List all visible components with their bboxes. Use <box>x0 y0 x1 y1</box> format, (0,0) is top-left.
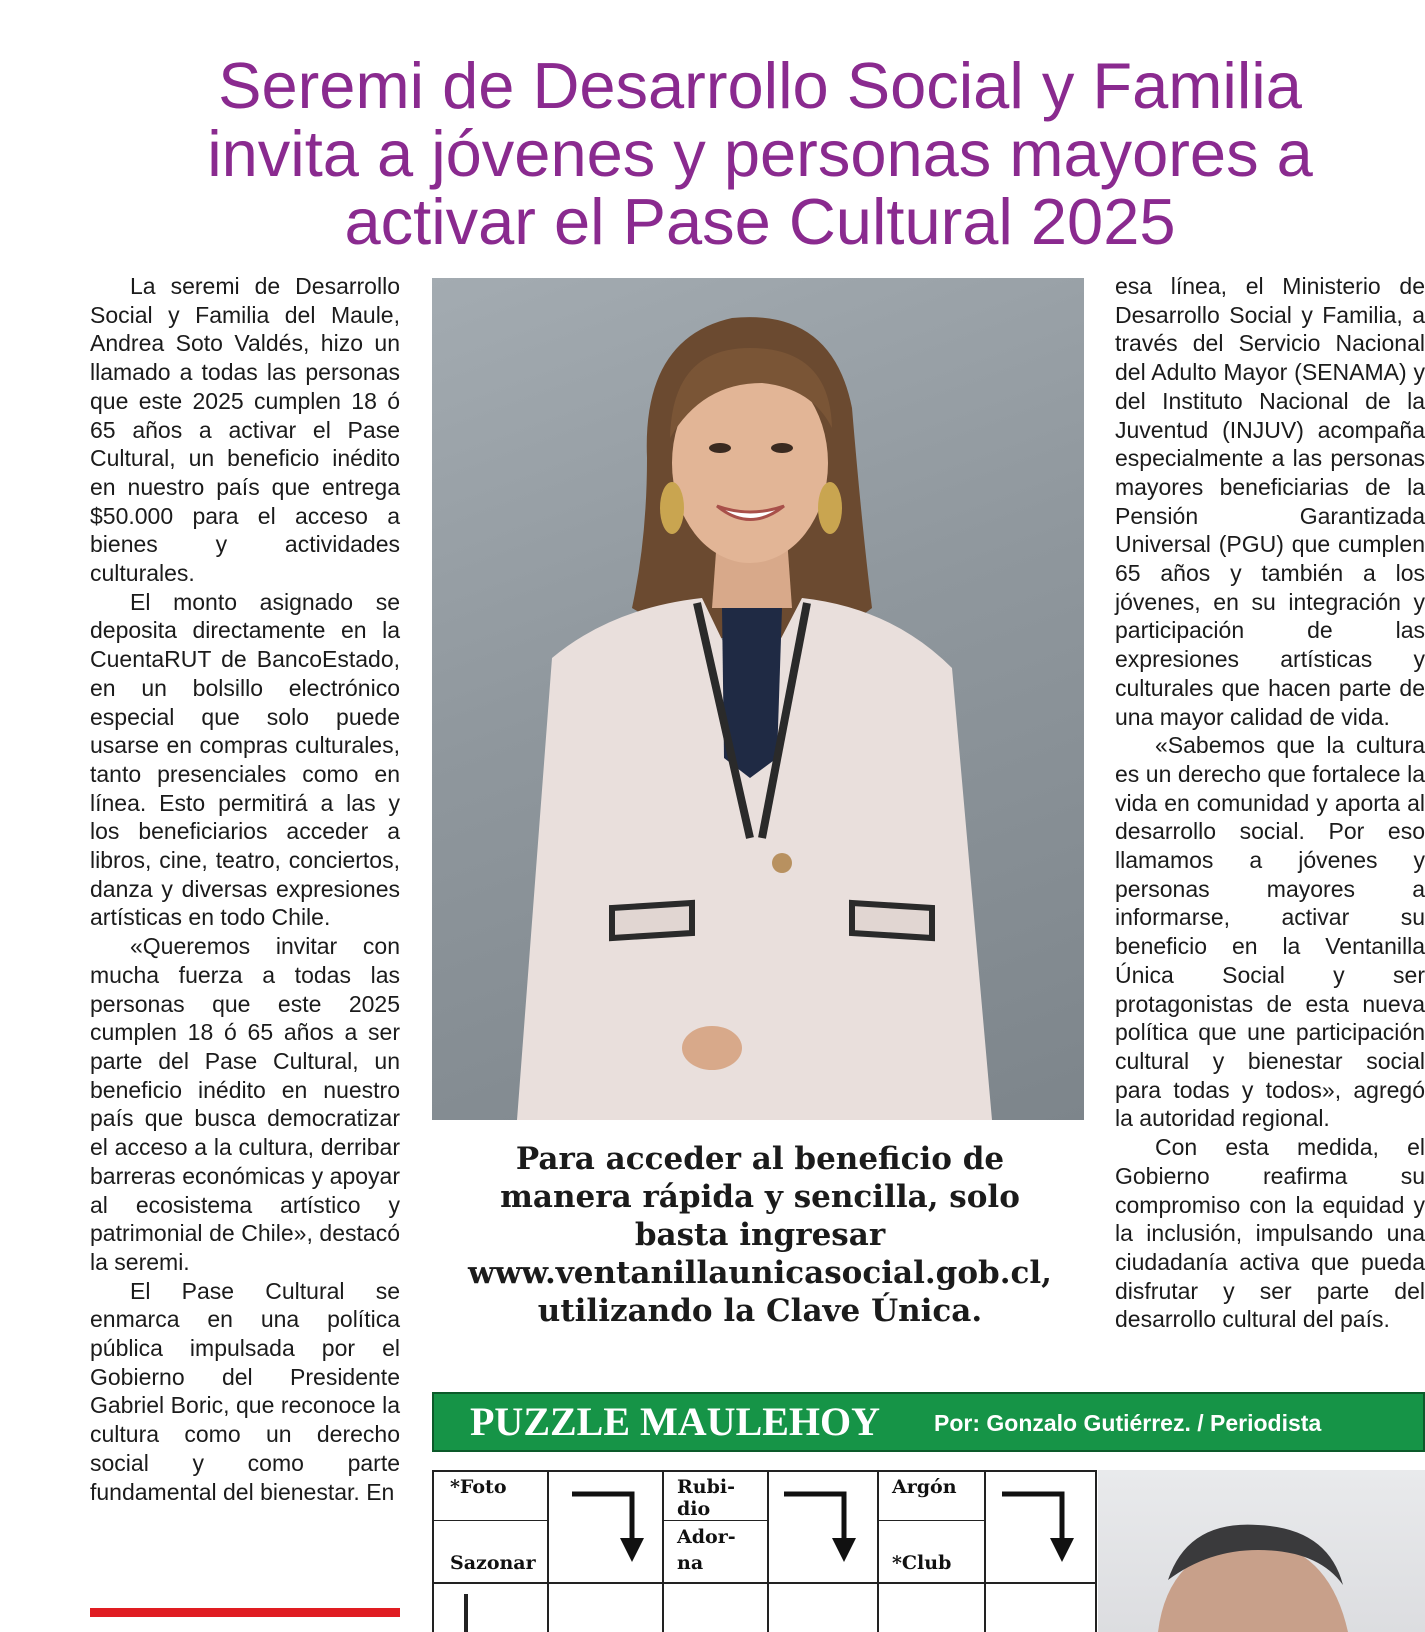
puzzle-author: Por: Gonzalo Gutiérrez. / Periodista <box>934 1410 1322 1436</box>
paragraph: El monto asignado se deposita directamente en la CuentaRUT de BancoEstado, en un bolsillo electrónico especial que solo puede usarse en compras culturales, tanto presenciales como en línea. Esto permitirá a las y los beneficiarios acceder a libros, cine, teatro, conciertos, danza y diversas expresiones artísticas en todo Chile. <box>90 588 400 931</box>
headline-line: activar el Pase Cultural 2025 <box>344 185 1176 258</box>
portrait-photo <box>432 278 1084 1120</box>
puzzle-title: PUZZLE MAULEHOY <box>470 1399 881 1444</box>
caption-url: www.ventanillaunicasocial.gob.cl, <box>468 1255 1052 1291</box>
photo-caption <box>430 1140 1090 1330</box>
arrow-down-icon <box>1002 1490 1082 1570</box>
clue-rubidio-2: dio <box>677 1498 711 1520</box>
paragraph: esa línea, el Ministerio de Desarrollo Social y Familia, a través del Servicio Nacional del Adulto Mayor (SENAMA) y del Instituto Nacional de la Juventud (INJUV) acompaña especialmente a las personas mayores beneficiarias de la Pensión Garantizada Universal (PGU) que cumplen 65 años y también a los jóvenes, en su integración y participación de las expresiones artísticas y culturales que hacen parte de una mayor calidad de vida. <box>1115 273 1425 730</box>
headline-line: invita a jóvenes y personas mayores a <box>207 117 1313 190</box>
paragraph: La seremi de Desarrollo Social y Familia del Maule, Andrea Soto Valdés, hizo un llamado a todas las personas que este 2025 cumplen 18 ó 65 años a activar el Pase Cultural, un beneficio inédito en nuestro país que entrega $50.000 para el acceso a bienes y actividades culturales. <box>90 273 400 587</box>
paragraph: «Sabemos que la cultura es un derecho que fortalece la vida en comunidad y aporta al desarrollo social. Por eso llamamos a jóvenes y personas mayores a informarse, activar su beneficio en la Ventanilla Única Social y ser protagonistas de esta nueva política que une participación cultural y bienestar social para todas y todos», agregó la autoridad regional. <box>1115 732 1425 1132</box>
paragraph: El Pase Cultural se enmarca en una política pública impulsada por el Gobierno del Presidente Gabriel Boric, que reconoce la cultura como un derecho social y como parte fundamental del bienestar. En <box>90 1277 400 1505</box>
clue-argon: Argón <box>892 1476 957 1498</box>
headline <box>60 49 1425 258</box>
portrait-illustration <box>432 278 1084 1120</box>
caption-line: manera rápida y sencilla, solo <box>500 1179 1020 1215</box>
caption-line: basta ingresar <box>634 1217 886 1253</box>
paragraph: «Queremos invitar con mucha fuerza a todas las personas que este 2025 cumplen 18 ó 65 años a ser parte del Pase Cultural, un beneficio inédito en nuestro país que busca democratizar el acceso a la cultura, derribar barreras económicas y apoyar al ecosistema artístico y patrimonial de Chile», destacó la seremi. <box>90 933 400 1275</box>
clue-club: *Club <box>892 1552 952 1574</box>
clue-sazonar: Sazonar <box>450 1552 536 1574</box>
crossword-grid <box>432 1470 1097 1632</box>
paragraph: Con esta medida, el Gobierno reafirma su compromiso con la equidad y la inclusión, impulsando una ciudadanía activa que pueda disfrutar y ser parte del desarrollo cultural del país. <box>1115 1134 1425 1333</box>
arrow-down-icon <box>784 1490 864 1570</box>
person-photo-illustration <box>1098 1470 1425 1632</box>
clue-adorna-1: Ador- <box>677 1526 736 1548</box>
caption-line: Para acceder al beneficio de <box>515 1141 1005 1177</box>
arrow-down-icon <box>572 1490 652 1570</box>
caption-line: utilizando la Clave Única. <box>537 1293 983 1329</box>
clue-rubidio-1: Rubi- <box>677 1476 735 1498</box>
red-rule <box>90 1608 400 1617</box>
left-column <box>90 272 400 1506</box>
puzzle-banner <box>432 1392 1425 1452</box>
clue-adorna-2: na <box>677 1552 704 1574</box>
headline-line: Seremi de Desarrollo Social y Familia <box>218 49 1302 122</box>
clue-foto: *Foto <box>450 1476 507 1498</box>
right-column <box>1115 272 1425 1334</box>
puzzle-photo <box>1098 1470 1425 1632</box>
